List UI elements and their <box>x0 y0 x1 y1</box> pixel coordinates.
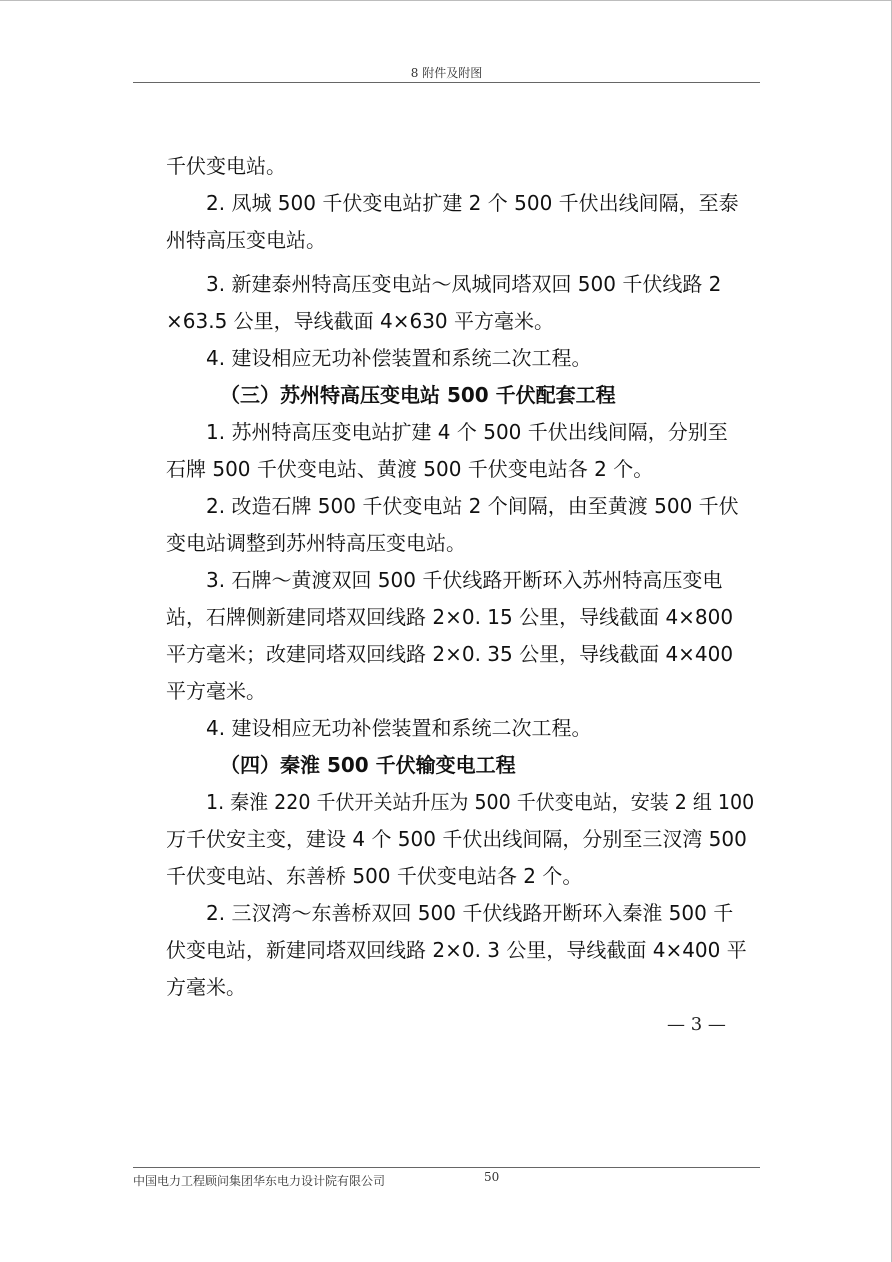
body-line: 千伏变电站、东善桥 500 千伏变电站各 2 个。 <box>166 864 583 888</box>
body-line: 千伏变电站。 <box>166 154 286 178</box>
body-line: 1. 苏州特高压变电站扩建 4 个 500 千伏出线间隔，分别至 <box>206 420 728 444</box>
body-line: 站，石牌侧新建同塔双回线路 2×0. 15 公里，导线截面 4×800 <box>166 605 734 629</box>
body-line: 州特高压变电站。 <box>166 228 326 252</box>
running-header: 8 附件及附图 <box>410 66 483 80</box>
body-line: 2. 三汊湾～东善桥双回 500 千伏线路开断环入秦淮 500 千 <box>206 901 734 925</box>
header-rule <box>133 82 760 83</box>
body-line: 4. 建设相应无功补偿装置和系统二次工程。 <box>206 716 592 740</box>
body-line: 3. 石牌～黄渡双回 500 千伏线路开断环入苏州特高压变电 <box>206 568 723 592</box>
body-line: 2. 改造石牌 500 千伏变电站 2 个间隔，由至黄渡 500 千伏 <box>206 494 739 518</box>
body-line: 1. 秦淮 220 千伏开关站升压为 500 千伏变电站，安装 2 组 100 <box>206 790 755 814</box>
footer-rule <box>133 1167 760 1168</box>
body-line: 平方毫米。 <box>166 679 266 703</box>
footer-page-number: 50 <box>484 1170 500 1184</box>
body-line: 3. 新建泰州特高压变电站～凤城同塔双回 500 千伏线路 2 <box>206 272 722 296</box>
page-number: — 3 — <box>667 1014 726 1035</box>
body-line: 平方毫米；改建同塔双回线路 2×0. 35 公里，导线截面 4×400 <box>166 642 734 666</box>
section-heading: （三）苏州特高压变电站 500 千伏配套工程 <box>220 383 616 407</box>
body-line: 伏变电站，新建同塔双回线路 2×0. 3 公里，导线截面 4×400 平 <box>166 938 747 962</box>
page-top-edge <box>0 0 892 1</box>
body-line: ×63.5 公里，导线截面 4×630 平方毫米。 <box>166 309 555 333</box>
body-line: 变电站调整到苏州特高压变电站。 <box>166 531 466 555</box>
body-line: 2. 凤城 500 千伏变电站扩建 2 个 500 千伏出线间隔，至泰 <box>206 191 739 215</box>
section-heading: （四）秦淮 500 千伏输变电工程 <box>220 753 516 777</box>
body-line: 石牌 500 千伏变电站、黄渡 500 千伏变电站各 2 个。 <box>166 457 654 481</box>
footer-company: 中国电力工程顾问集团华东电力设计院有限公司 <box>133 1174 386 1188</box>
body-line: 万千伏安主变，建设 4 个 500 千伏出线间隔，分别至三汊湾 500 <box>166 827 747 851</box>
body-line: 4. 建设相应无功补偿装置和系统二次工程。 <box>206 346 592 370</box>
body-line: 方毫米。 <box>166 975 246 999</box>
